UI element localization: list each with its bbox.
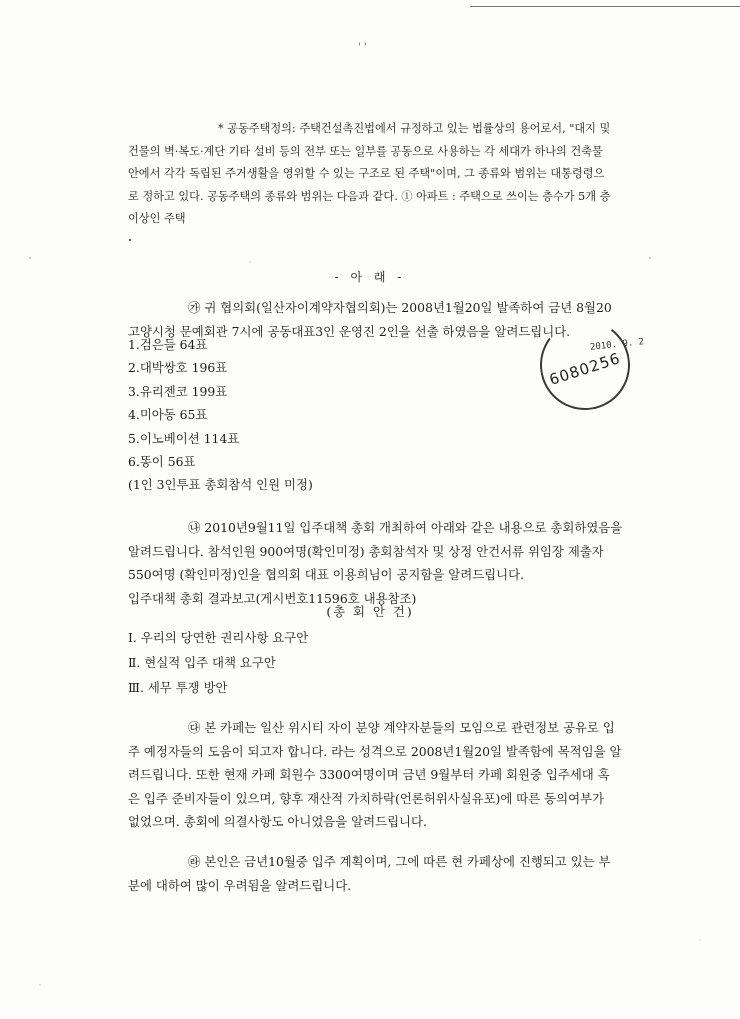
paragraph-1-line-1: ㉮ 귀 협의회(일산자이계약자협의회)는 2008년1월20일 발족하여 금년 8월20 [188,300,612,315]
definition-line-3: 안에서 각각 독립된 주거생활을 영위할 수 있는 구조로 된 주택"이며, 그 종류와 범위는 대통령령으 [128,167,605,180]
definition-line-2: 건물의 벽·복도·계단 기타 설비 등의 전부 또는 일부를 공동으로 사용하는 각 세대가 하나의 건축물 [128,144,603,158]
definition-line-4: 로 정하고 있다. 공동주택의 종류와 범위는 다음과 같다. ① 아파트 : 주택으로 쓰이는 층수가 5개 층 [128,189,611,203]
agenda-item: Ⅰ. 우리의 당연한 권리사항 요구안 [128,630,309,645]
paragraph-3-line-3: 려드립니다. 또한 현재 카페 회원수 3300여명이며 금년 9월부터 카페 회원중 입주세대 혹 [128,767,610,782]
paragraph-2-line-2: 알려드립니다. 참석인원 900여명(확인미정) 총회참석자 및 상정 안건서류 위임장 제출자 [128,543,604,559]
vote-result-item: 4.미아동 65표 [128,407,208,423]
definition-line-5: 이상인 주택 [128,212,186,225]
agenda-item: Ⅱ. 현실적 입주 대책 요구안 [128,655,276,670]
paragraph-4-line-2: 분에 대하여 많이 우려됨을 알려드립니다. [128,877,352,893]
paragraph-1-line-2: 고양시청 문예회관 7시에 공동대표3인 운영진 2인을 선출 하였음을 알려드립니다. [128,323,571,339]
header-mark: ' ' [358,42,367,53]
stamp-date: 2010. 9. 2 [589,337,645,353]
stamp-number: 6080256 [547,349,623,389]
vote-result-note: (1인 3인투표 총회참석 인원 미정) [128,477,313,493]
paragraph-3-line-4: 은 입주 준비자들이 있으며, 향후 재산적 가치하락(언론허위사실유포)에 따른 동의여부가 [128,790,605,806]
paragraph-2-line-4: 입주대책 총회 결과보고(게시번호11596호 내용참조) [128,590,417,606]
paragraph-3-line-1: ㉰ 본 카페는 일산 위시티 자이 분양 계약자분들의 모임으로 관련정보 공유로 입 [188,720,615,735]
agenda-item: Ⅲ. 세무 투쟁 방안 [128,680,228,695]
paragraph-3-line-2: 주 예정자들의 도움이 되고자 합니다. 라는 성격으로 2008년1월20일 발족함에 목적임을 알 [128,743,622,759]
definition-line-1: * 공동주택정의: 주택건설촉진법에서 규정하고 있는 법률상의 용어로서, "대지 및 [218,122,611,135]
vote-result-item: 2.대박쌍호 196표 [128,360,228,376]
vote-result-item: 1.검은들 64표 [128,337,208,352]
paragraph-2-line-1: ㉯ 2010년9월11일 입주대책 총회 개최하여 아래와 같은 내용으로 총회하였음을 [188,520,623,535]
paragraph-3-line-5: 없었으며. 총회에 의결사항도 아니었음을 알려드립니다. [128,814,427,829]
paragraph-2-line-3: 550여명 (확인미정)인을 협의회 대표 이용희님이 공지함을 알려드립니다. [128,567,525,582]
vote-result-item: 3.유리젠코 199표 [128,383,228,399]
section-title: - 아 래 - [334,270,406,284]
agenda-title: (총 회 안 건) [326,604,414,619]
vote-result-item: 6.똥이 56표 [128,454,196,470]
vote-result-item: 5.이노베이션 114표 [128,430,240,446]
paragraph-4-line-1: ㉱ 본인은 금년10월중 입주 계획이며, 그에 따른 현 카페상에 진행되고 있는 부 [188,854,611,869]
